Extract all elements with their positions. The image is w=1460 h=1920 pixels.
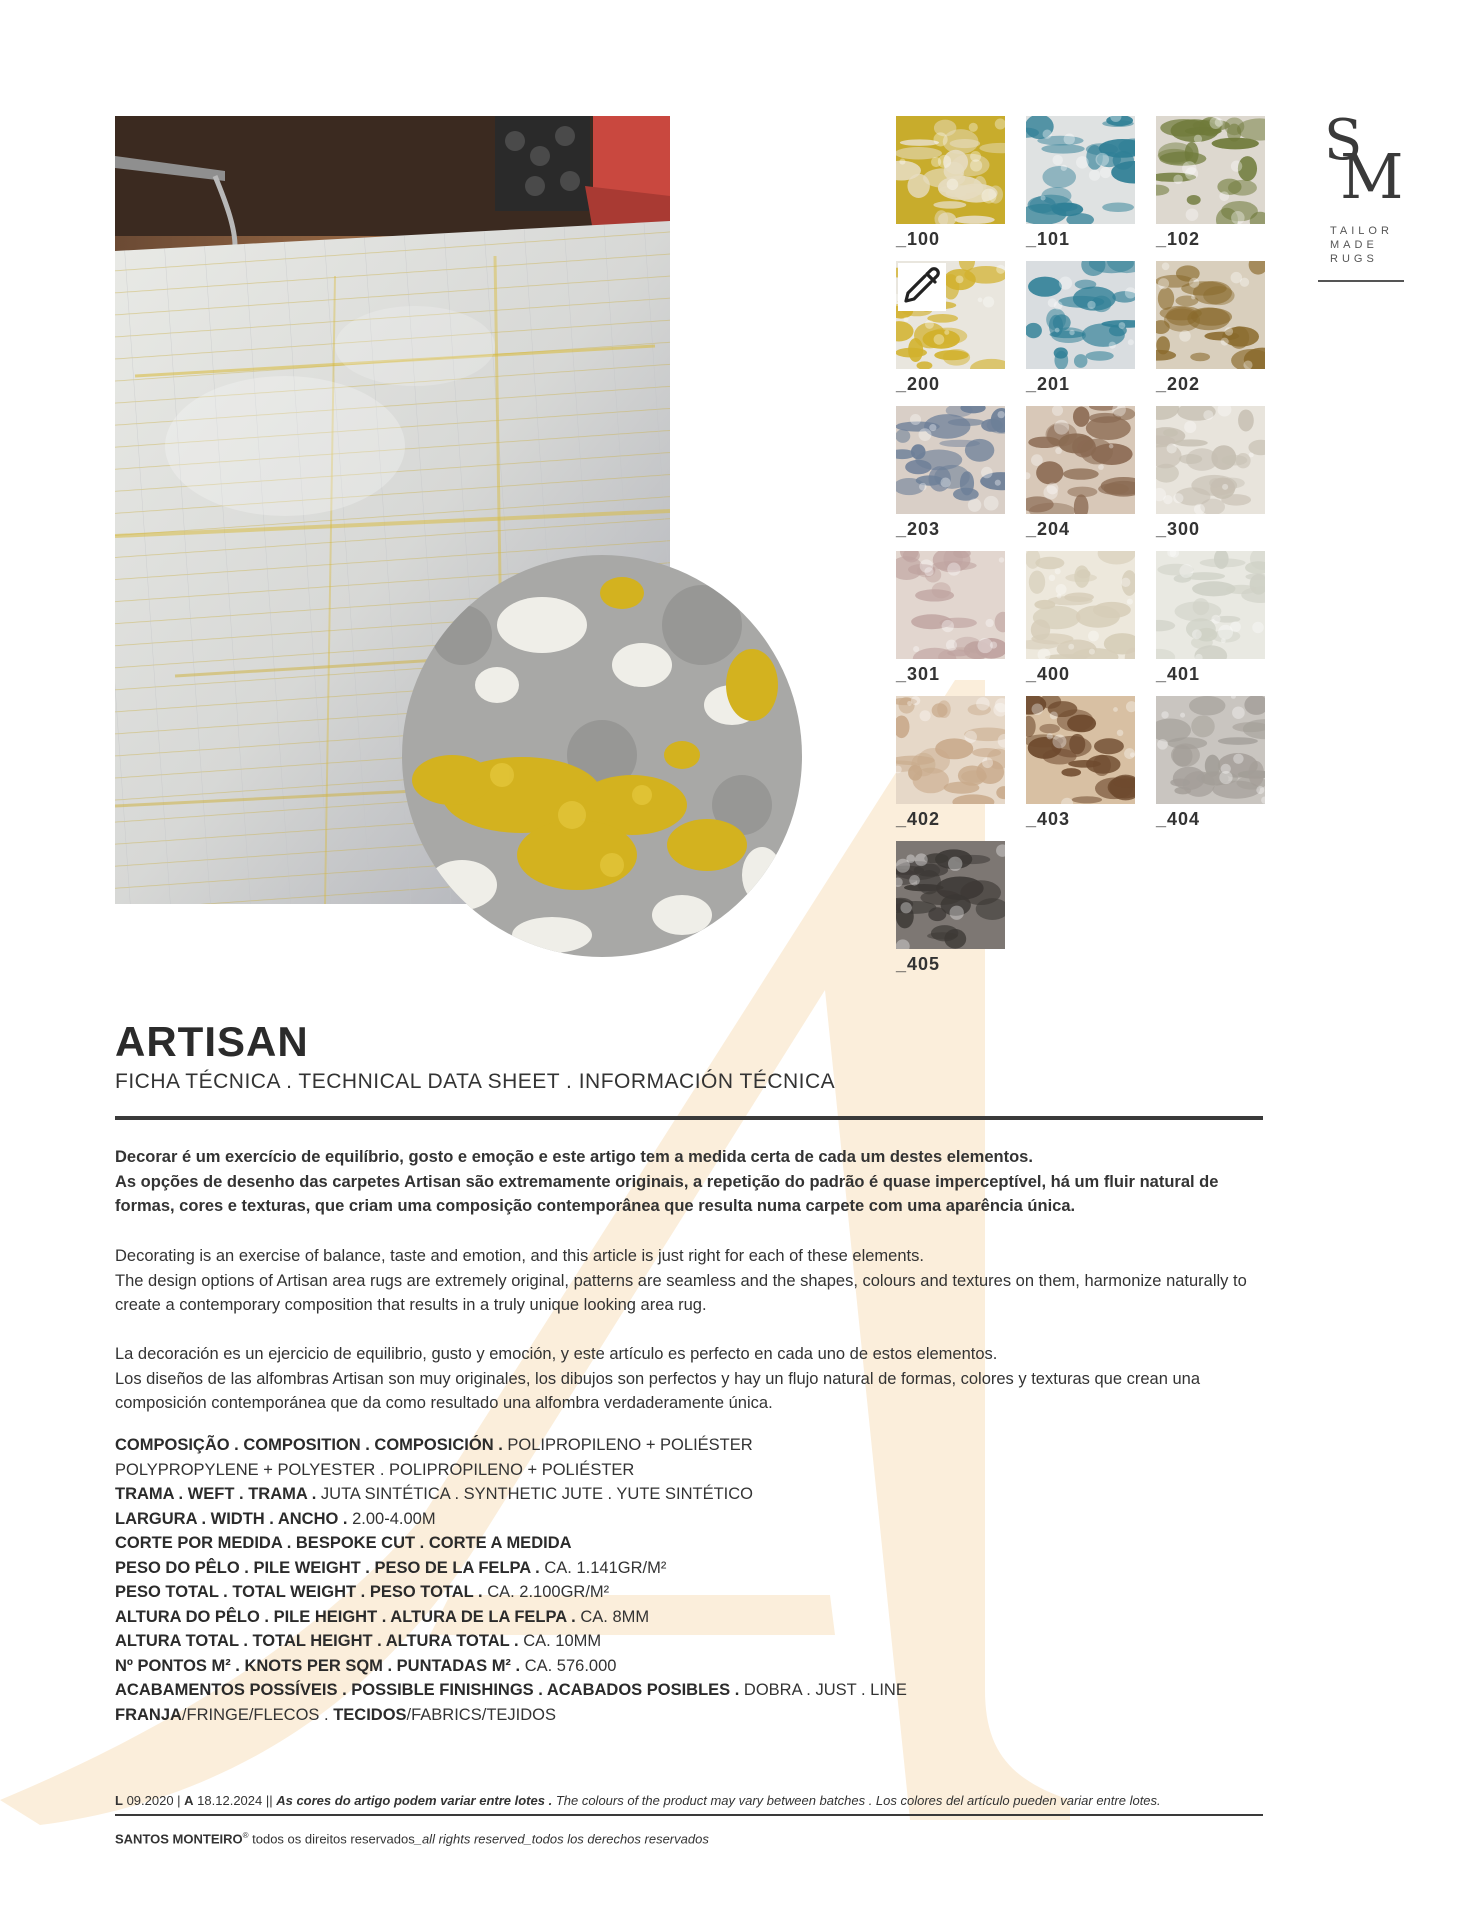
rights-pt: todos os direitos reservados bbox=[248, 1831, 415, 1847]
monogram-m: M bbox=[1340, 140, 1404, 213]
description-en-line: Decorating is an exercise of balance, taste and emotion, and this article is just right for each of these elements. bbox=[115, 1247, 924, 1265]
spec-value: DOBRA . JUST . LINE bbox=[739, 1681, 907, 1699]
spec-value: POLIPROPILENO + POLIÉSTER bbox=[502, 1436, 753, 1454]
monogram-s: S bbox=[1324, 108, 1363, 173]
description-es-line: Los diseños de las alfombras Artisan son muy originales, los dibujos son perfectos y hay un flujo natural de formas, colores y texturas que crean una composición contemporánea que da como resultado una alfombra verdaderamente única. bbox=[115, 1369, 1201, 1412]
footer-launch-date: 09.2020 | bbox=[122, 1793, 185, 1808]
spec-pile-weight bbox=[115, 1556, 907, 1581]
spec-value: CA. 10MM bbox=[518, 1632, 602, 1650]
spec-weft bbox=[115, 1482, 907, 1507]
swatch-102[interactable] bbox=[1156, 116, 1265, 224]
swatch-400[interactable] bbox=[1026, 551, 1135, 659]
description-pt-line: Decorar é um exercício de equilíbrio, gosto e emoção e este artigo tem a medida certa de cada um destes elementos. bbox=[115, 1148, 1033, 1166]
swatch-301[interactable] bbox=[896, 551, 1005, 659]
swatch-code-label: _100 bbox=[896, 229, 941, 249]
swatch-code-label: _204 bbox=[1026, 519, 1071, 539]
spec-value: JUTA SINTÉTICA . SYNTHETIC JUTE . YUTE SINTÉTICO bbox=[316, 1485, 754, 1503]
brand-monogram bbox=[1318, 108, 1404, 213]
description-pt bbox=[115, 1145, 1265, 1219]
description-es bbox=[115, 1342, 1265, 1416]
swatch-code-label: _401 bbox=[1156, 664, 1201, 684]
spec-composition-cont bbox=[115, 1458, 907, 1483]
swatch-404[interactable] bbox=[1156, 696, 1265, 804]
swatch-code-label: _202 bbox=[1156, 374, 1201, 394]
spec-total-weight bbox=[115, 1580, 907, 1605]
footer-update-label: A bbox=[184, 1793, 194, 1808]
swatch-204[interactable] bbox=[1026, 406, 1135, 514]
swatch-code-label: _404 bbox=[1156, 809, 1201, 829]
spec-value: CA. 2.100GR/M² bbox=[482, 1583, 610, 1601]
spec-finishing-types bbox=[115, 1703, 907, 1728]
swatch-203[interactable] bbox=[896, 406, 1005, 514]
spec-value: 2.00-4.00M bbox=[347, 1509, 436, 1528]
spec-label: PESO TOTAL . TOTAL WEIGHT . PESO TOTAL . bbox=[115, 1583, 483, 1601]
swatch-code-label: _402 bbox=[896, 809, 941, 829]
swatch-100[interactable] bbox=[896, 116, 1005, 224]
spec-width bbox=[115, 1507, 907, 1532]
spec-label: FRANJA bbox=[115, 1705, 182, 1724]
company-name: SANTOS MONTEIRO bbox=[115, 1831, 243, 1847]
footer-copyright bbox=[115, 1831, 709, 1846]
rug-texture-zoom bbox=[402, 555, 802, 957]
technical-specs bbox=[115, 1433, 907, 1727]
spec-value: CA. 8MM bbox=[575, 1607, 650, 1626]
spec-label: TRAMA . WEFT . TRAMA . bbox=[115, 1485, 317, 1503]
spec-label: TECIDOS bbox=[333, 1705, 407, 1724]
swatch-code-label: _301 bbox=[896, 664, 941, 684]
swatch-401[interactable] bbox=[1156, 551, 1265, 659]
swatch-code-label: _200 bbox=[896, 374, 941, 394]
spec-label: ALTURA TOTAL . TOTAL HEIGHT . ALTURA TOTAL . bbox=[115, 1632, 519, 1650]
swatch-403[interactable] bbox=[1026, 696, 1135, 804]
spec-composition bbox=[115, 1433, 907, 1458]
spec-label: ACABAMENTOS POSSÍVEIS . POSSIBLE FINISHINGS . ACABADOS POSIBLES . bbox=[115, 1681, 740, 1699]
spec-value: /FRINGE/FLECOS . bbox=[181, 1705, 334, 1724]
swatch-202[interactable] bbox=[1156, 261, 1265, 369]
spec-value: CA. 576.000 bbox=[520, 1656, 617, 1675]
footer-update-date: 18.12.2024 || bbox=[193, 1793, 277, 1808]
spec-label: ALTURA DO PÊLO . PILE HEIGHT . ALTURA DE LA FELPA . bbox=[115, 1607, 576, 1626]
description-en-line: The design options of Artisan area rugs are extremely original, patterns are seamless and the shapes, colours and textures on them, harmonize naturally to create a contemporary composition that results in a truly unique looking area rug. bbox=[115, 1271, 1247, 1314]
registered-mark: ® bbox=[242, 1831, 249, 1840]
swatch-101[interactable] bbox=[1026, 116, 1135, 224]
tagline-line: MADE bbox=[1330, 239, 1378, 251]
spec-label: CORTE POR MEDIDA . BESPOKE CUT . CORTE A MEDIDA bbox=[115, 1534, 572, 1552]
tagline-line: RUGS bbox=[1330, 253, 1378, 265]
footer-note-pt: As cores do artigo podem variar entre lotes . bbox=[276, 1793, 553, 1808]
swatch-402[interactable] bbox=[896, 696, 1005, 804]
footer-note-en-es: The colours of the product may vary between batches . Los colores del artículo pueden variar entre lotes. bbox=[552, 1793, 1161, 1808]
swatch-200[interactable] bbox=[896, 261, 1005, 369]
spec-knots bbox=[115, 1654, 907, 1679]
swatch-code-label: _403 bbox=[1026, 809, 1071, 829]
spec-value: POLYPROPYLENE + POLYESTER . POLIPROPILENO + POLIÉSTER bbox=[115, 1460, 635, 1479]
spec-total-height bbox=[115, 1629, 907, 1654]
swatch-code-label: _102 bbox=[1156, 229, 1201, 249]
footer-dates-note bbox=[115, 1793, 1161, 1808]
brand-logo bbox=[1318, 108, 1404, 282]
product-title: ARTISAN bbox=[115, 1018, 309, 1065]
swatch-code-label: _405 bbox=[896, 954, 941, 974]
document-subtitle: FICHA TÉCNICA . TECHNICAL DATA SHEET . INFORMACIÓN TÉCNICA bbox=[115, 1070, 836, 1093]
spec-label: PESO DO PÊLO . PILE WEIGHT . PESO DE LA FELPA . bbox=[115, 1558, 540, 1577]
swatch-code-label: _203 bbox=[896, 519, 941, 539]
spec-label: Nº PONTOS M² . KNOTS PER SQM . PUNTADAS M² . bbox=[115, 1656, 521, 1675]
swatch-405[interactable] bbox=[896, 841, 1005, 949]
spec-bespoke-cut bbox=[115, 1531, 907, 1556]
footer-divider bbox=[115, 1814, 1263, 1816]
eyedropper-icon[interactable] bbox=[898, 263, 946, 311]
swatch-code-label: _300 bbox=[1156, 519, 1201, 539]
description-es-line: La decoración es un ejercicio de equilibrio, gusto y emoción, y este artículo es perfecto en cada uno de estos elementos. bbox=[115, 1345, 998, 1363]
swatch-code-label: _201 bbox=[1026, 374, 1071, 394]
rights-en-es: _all rights reserved_todos los derechos reservados bbox=[414, 1831, 709, 1847]
spec-value: CA. 1.141GR/M² bbox=[539, 1558, 667, 1577]
swatch-code-label: _400 bbox=[1026, 664, 1071, 684]
swatch-201[interactable] bbox=[1026, 261, 1135, 369]
title-divider bbox=[115, 1116, 1263, 1120]
spec-label: COMPOSIÇÃO . COMPOSITION . COMPOSICIÓN . bbox=[115, 1436, 503, 1454]
description-en bbox=[115, 1244, 1265, 1318]
spec-value: /FABRICS/TEJIDOS bbox=[406, 1705, 556, 1724]
description-pt-line: As opções de desenho das carpetes Artisan são extremamente originais, a repetição do padrão é quase imperceptível, há um fluir natural de formas, cores e texturas, que criam uma composição contemporânea que resulta numa carpete com uma aparência única. bbox=[115, 1172, 1219, 1215]
swatch-code-label: _101 bbox=[1026, 229, 1071, 249]
tagline-line: TAILOR bbox=[1330, 225, 1393, 237]
spec-finishings bbox=[115, 1678, 907, 1703]
brand-tagline bbox=[1318, 224, 1404, 266]
spec-pile-height bbox=[115, 1605, 907, 1630]
spec-label: LARGURA . WIDTH . ANCHO . bbox=[115, 1509, 348, 1528]
logo-divider bbox=[1318, 280, 1404, 282]
swatch-300[interactable] bbox=[1156, 406, 1265, 514]
footer-launch-label: L bbox=[115, 1793, 123, 1808]
